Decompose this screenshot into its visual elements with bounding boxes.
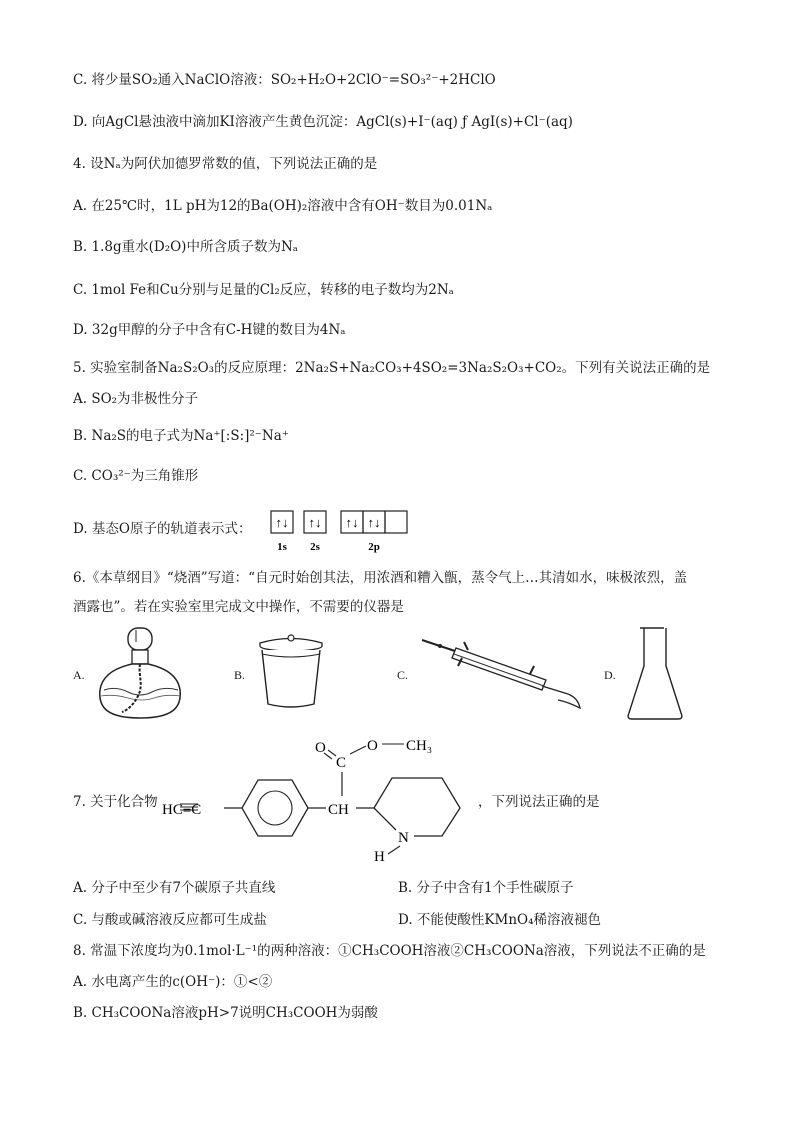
q5-option-b-label: B. Na₂S的电子式为 — [73, 428, 194, 444]
q7-option-c: C. 与酸或碱溶液反应都可生成盐 — [73, 912, 267, 928]
nh-hydrogen-label: H — [374, 849, 385, 865]
q6-stem-line1: 6.《本草纲目》“烧酒”写道：“自元时始创其法，用浓酒和糟入甑，蒸令气上…其清如水，味极浓烈，盖 — [73, 570, 688, 586]
q8-option-a: A. 水电离产生的c(OH⁻)：①<② — [73, 974, 273, 990]
orbital-1s-arrows: ↑↓ — [275, 515, 289, 530]
orbital-diagram — [268, 508, 418, 554]
q7-structural-formula — [160, 730, 490, 866]
conical-flask-icon — [624, 624, 688, 722]
crucible-icon — [254, 632, 330, 712]
q4-option-c: C. 1mol Fe和Cu分别与足量的Cl₂反应，转移的电子数均为2Nₐ — [73, 282, 454, 298]
q5-option-c: C. CO₃²⁻为三角锥形 — [73, 468, 199, 484]
methyl-label: CH₃ — [406, 738, 433, 754]
q4-stem: 4. 设Nₐ为阿伏加德罗常数的值，下列说法正确的是 — [73, 156, 378, 172]
alcohol-lamp-icon — [94, 624, 186, 724]
q6-option-d-label: D. — [604, 668, 616, 682]
ester-carbon-label: C — [336, 755, 347, 771]
q8-option-b: B. CH₃COONa溶液pH>7说明CH₃COOH为弱酸 — [73, 1005, 378, 1021]
orbital-label-2s: 2s — [310, 541, 320, 553]
electron-formula: Na⁺[:S:]²⁻Na⁺ — [193, 428, 289, 444]
q6-option-b-label: B. — [234, 668, 246, 682]
q4-option-a: A. 在25℃时，1L pH为12的Ba(OH)₂溶液中含有OH⁻数目为0.01Nₐ — [73, 198, 493, 214]
q6-option-a-label: A. — [73, 668, 85, 682]
q7-option-a: A. 分子中至少有7个碳原子共直线 — [73, 880, 276, 896]
q4-option-b: B. 1.8g重水(D₂O)中所含质子数为Nₐ — [73, 239, 298, 255]
q4-option-d: D. 32g甲醇的分子中含有C-H键的数目为4Nₐ — [73, 322, 346, 338]
orbital-2s-arrows: ↑↓ — [308, 515, 322, 530]
orbital-2p1-arrows: ↑↓ — [345, 515, 359, 530]
carbonyl-oxygen-label: O — [315, 740, 326, 756]
orbital-label-1s: 1s — [277, 541, 287, 553]
q6-option-c-label: C. — [397, 668, 409, 682]
q6-stem-line2: 酒露也”。若在实验室里完成文中操作，不需要的仪器是 — [73, 599, 404, 615]
q5-option-b — [73, 426, 289, 446]
ester-oxygen-label: O — [367, 738, 378, 754]
q5-stem: 5. 实验室制备Na₂S₂O₃的反应原理：2Na₂S+Na₂CO₃+4SO₂=3Na₂S₂O₃+CO₂。下列有关说法正确的是 — [73, 360, 711, 376]
q7-stem-prefix: 7. 关于化合物 — [73, 794, 158, 810]
orbital-2p2-arrows: ↑↓ — [367, 515, 381, 530]
ch-label: CH — [328, 802, 349, 818]
q5-option-a: A. SO₂为非极性分子 — [73, 391, 199, 407]
q7-option-b: B. 分子中含有1个手性碳原子 — [398, 880, 574, 896]
q5-option-d: D. 基态O原子的轨道表示式： — [73, 521, 252, 537]
q7-stem-suffix: ，下列说法正确的是 — [478, 794, 600, 810]
q7-option-d: D. 不能使酸性KMnO₄稀溶液褪色 — [398, 912, 602, 928]
nitrogen-label: N — [398, 830, 409, 846]
orbital-label-2p: 2p — [368, 541, 380, 553]
q3-option-c: C. 将少量SO₂通入NaClO溶液：SO₂+H₂O+2ClO⁻=SO₃²⁻+2HClO — [73, 72, 496, 88]
ethynyl-group: HC≡C — [162, 802, 202, 818]
condenser-icon — [418, 636, 588, 710]
q8-stem: 8. 常温下浓度均为0.1mol·L⁻¹的两种溶液：①CH₃COOH溶液②CH₃COONa溶液，下列说法不正确的是 — [73, 943, 706, 959]
q3-option-d: D. 向AgCl悬浊液中滴加KI溶液产生黄色沉淀：AgCl(s)+I⁻(aq) ƒ AgI(s)+Cl⁻(aq) — [73, 114, 573, 130]
